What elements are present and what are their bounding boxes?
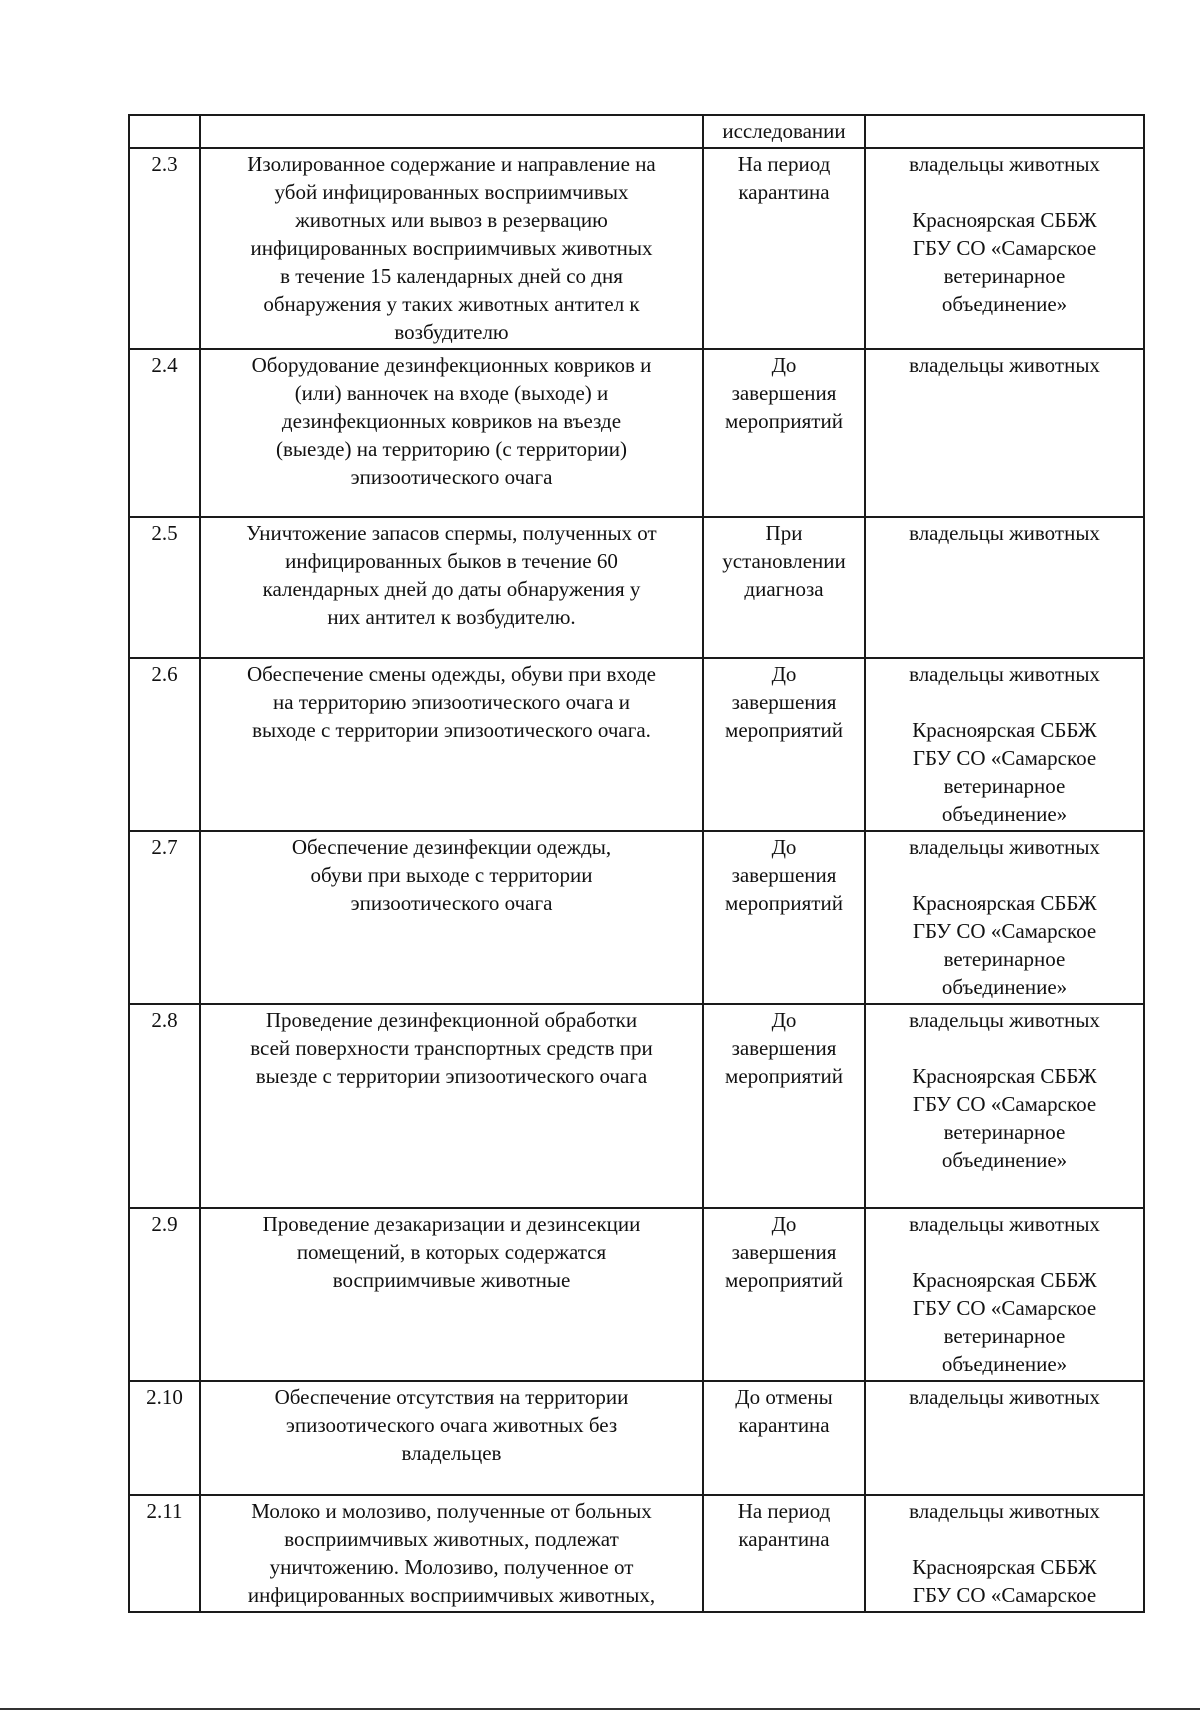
measure-text: Уничтожение запасов спермы, полученных от инфицированных быков в течение 60 календарных дней до даты обнаружения у них антител к возбудителю.: [246, 521, 657, 629]
row-number: 2.8: [151, 1008, 178, 1032]
responsible-cell: [865, 1381, 1144, 1495]
measure-text: Изолированное содержание и направление на убой инфицированных восприимчивых животных или вывоз в резервацию инфицированных восприимчивых животных в течение 15 календарных дней со дня обнаружения у таких животных антител к возбудителю: [247, 152, 656, 344]
responsible-cell: [865, 115, 1144, 148]
measure-cell: [200, 1381, 703, 1495]
period-cell: [703, 1208, 865, 1381]
measure-cell: [200, 831, 703, 1004]
measure-text: Обеспечение отсутствия на территории эпизоотического очага животных без владельцев: [274, 1385, 629, 1465]
responsible-cell: [865, 148, 1144, 349]
period-text: При установлении диагноза: [722, 521, 846, 601]
row-number-cell: [129, 1004, 200, 1208]
row-number: 2.6: [151, 662, 178, 686]
measure-text: Оборудование дезинфекционных ковриков и (или) ванночек на входе (выходе) и дезинфекционных ковриков на въезде (выезде) на территорию (с территории) эпизоотического очага: [251, 353, 652, 489]
row-number: 2.5: [151, 521, 178, 545]
responsible-text: владельцы животных Красноярская СББЖ ГБУ СО «Самарское: [909, 1499, 1100, 1607]
responsible-text: владельцы животных Красноярская СББЖ ГБУ СО «Самарское ветеринарное объединение»: [909, 662, 1100, 826]
period-cell: [703, 831, 865, 1004]
row-number-cell: [129, 148, 200, 349]
measure-cell: [200, 115, 703, 148]
measure-text: Проведение дезакаризации и дезинсекции помещений, в которых содержатся восприимчивые животные: [262, 1212, 641, 1292]
table-row: [129, 517, 1144, 658]
measure-cell: [200, 658, 703, 831]
period-text: До завершения мероприятий: [725, 835, 843, 915]
period-cell: [703, 148, 865, 349]
table-row-continuation: [129, 115, 1144, 148]
responsible-cell: [865, 831, 1144, 1004]
responsible-cell: [865, 1495, 1144, 1612]
period-text: До завершения мероприятий: [725, 353, 843, 433]
row-number-cell: [129, 831, 200, 1004]
measures-table: [128, 114, 1145, 1613]
row-number: 2.9: [151, 1212, 178, 1236]
row-number: 2.10: [146, 1385, 183, 1409]
responsible-text: владельцы животных Красноярская СББЖ ГБУ СО «Самарское ветеринарное объединение»: [909, 835, 1100, 999]
period-text: До отмены карантина: [735, 1385, 833, 1437]
responsible-text: владельцы животных: [909, 1385, 1100, 1409]
table-row: [129, 1381, 1144, 1495]
row-number-cell: [129, 658, 200, 831]
measure-text: Молоко и молозиво, полученные от больных восприимчивых животных, подлежат уничтожению. Молозиво, полученное от инфицированных восприимчивых животных,: [247, 1499, 656, 1607]
measure-cell: [200, 1208, 703, 1381]
table-row: [129, 1004, 1144, 1208]
row-number: 2.4: [151, 353, 178, 377]
measure-cell: [200, 1004, 703, 1208]
measure-text: Обеспечение дезинфекции одежды, обуви при выходе с территории эпизоотического очага: [291, 835, 612, 915]
responsible-cell: [865, 517, 1144, 658]
period-cell: [703, 1381, 865, 1495]
measure-text: Обеспечение смены одежды, обуви при входе на территорию эпизоотического очага и выходе с территории эпизоотического очага.: [247, 662, 656, 742]
period-text: До завершения мероприятий: [725, 662, 843, 742]
measure-cell: [200, 349, 703, 517]
table-row: [129, 831, 1144, 1004]
row-number-cell: [129, 115, 200, 148]
period-cell: [703, 1495, 865, 1612]
table-row: [129, 1208, 1144, 1381]
responsible-text: владельцы животных: [909, 353, 1100, 377]
row-number-cell: [129, 1495, 200, 1612]
responsible-text: владельцы животных Красноярская СББЖ ГБУ СО «Самарское ветеринарное объединение»: [909, 1212, 1100, 1376]
period-text: На период карантина: [737, 152, 831, 204]
responsible-cell: [865, 658, 1144, 831]
responsible-cell: [865, 1208, 1144, 1381]
row-number-cell: [129, 1381, 200, 1495]
table-row: [129, 349, 1144, 517]
period-cell: [703, 1004, 865, 1208]
row-number-cell: [129, 1208, 200, 1381]
period-cell: [703, 349, 865, 517]
page-bottom-edge: [0, 1708, 1200, 1710]
table-row: [129, 658, 1144, 831]
period-text: На период карантина: [737, 1499, 831, 1551]
period-text: До завершения мероприятий: [725, 1008, 843, 1088]
row-number: 2.3: [151, 152, 178, 176]
row-number: 2.7: [151, 835, 178, 859]
responsible-cell: [865, 1004, 1144, 1208]
period-cell: [703, 658, 865, 831]
responsible-text: владельцы животных Красноярская СББЖ ГБУ СО «Самарское ветеринарное объединение»: [909, 152, 1100, 316]
responsible-text: владельцы животных: [909, 521, 1100, 545]
table-row: [129, 148, 1144, 349]
period-cell: [703, 115, 865, 148]
period-text: исследовании: [722, 119, 846, 143]
responsible-cell: [865, 349, 1144, 517]
measure-text: Проведение дезинфекционной обработки всей поверхности транспортных средств при выезде с территории эпизоотического очага: [250, 1008, 653, 1088]
period-text: До завершения мероприятий: [725, 1212, 843, 1292]
responsible-text: владельцы животных Красноярская СББЖ ГБУ СО «Самарское ветеринарное объединение»: [909, 1008, 1100, 1172]
row-number-cell: [129, 349, 200, 517]
period-cell: [703, 517, 865, 658]
measure-cell: [200, 517, 703, 658]
measure-cell: [200, 148, 703, 349]
row-number-cell: [129, 517, 200, 658]
table-row: [129, 1495, 1144, 1612]
row-number: 2.11: [146, 1499, 183, 1523]
measure-cell: [200, 1495, 703, 1612]
